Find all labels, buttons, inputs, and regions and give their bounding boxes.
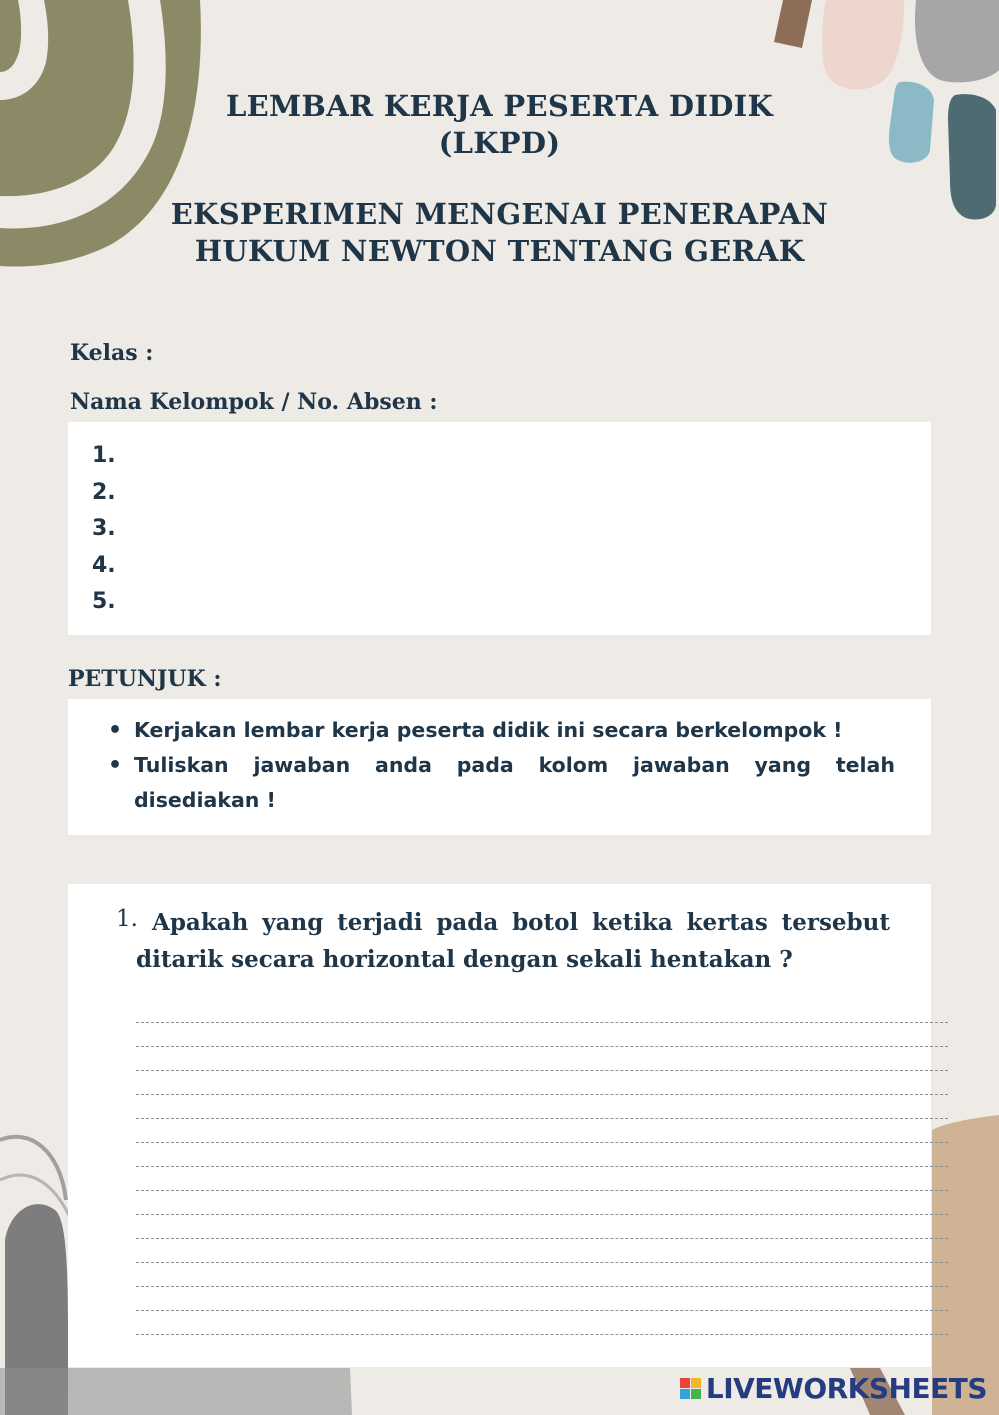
class-label: Kelas : xyxy=(70,340,154,366)
answer-line[interactable] xyxy=(136,1215,948,1239)
instructions-list xyxy=(108,713,895,818)
title-block xyxy=(0,88,999,270)
member-entry[interactable]: 3. xyxy=(92,516,116,541)
answer-line[interactable] xyxy=(136,1023,948,1047)
answer-line[interactable] xyxy=(136,1047,948,1071)
question-panel xyxy=(68,884,931,1367)
answer-area[interactable] xyxy=(136,999,948,1335)
answer-line[interactable] xyxy=(136,1167,948,1191)
page-title: LEMBAR KERJA PESERTA DIDIK xyxy=(225,89,774,123)
liveworksheets-brand[interactable] xyxy=(680,1372,987,1405)
member-entry[interactable]: 4. xyxy=(92,552,116,578)
answer-line[interactable] xyxy=(136,999,948,1023)
answer-line[interactable] xyxy=(136,1239,948,1263)
question-number: 1. xyxy=(116,906,138,932)
members-panel xyxy=(68,422,931,635)
instruction-item: • Kerjakan lembar kerja peserta didik ini secara berkelompok ! xyxy=(108,713,895,748)
subtitle-line-1: EKSPERIMEN MENGENAI PENERAPAN xyxy=(170,197,829,231)
liveworksheets-logo-icon xyxy=(680,1378,702,1400)
answer-line[interactable] xyxy=(136,1191,948,1215)
instructions-heading: PETUNJUK : xyxy=(68,666,222,692)
member-entry[interactable]: 1. xyxy=(92,443,116,468)
answer-line[interactable] xyxy=(136,1071,948,1095)
member-entry[interactable]: 5. xyxy=(92,589,116,614)
answer-line[interactable] xyxy=(136,1095,948,1119)
answer-line[interactable] xyxy=(136,1287,948,1311)
member-entry[interactable]: 2. xyxy=(92,479,116,505)
subtitle-line-2: HUKUM NEWTON TENTANG GERAK xyxy=(194,234,805,268)
members-list xyxy=(92,438,116,621)
answer-line[interactable] xyxy=(136,1119,948,1143)
instruction-item: • Tuliskan jawaban anda pada kolom jawaban yang telah disediakan ! xyxy=(108,748,895,818)
question-text: Apakah yang terjadi pada botol ketika kertas tersebut ditarik secara horizontal dengan sekali hentakan ? xyxy=(136,909,890,973)
page-subtitle xyxy=(0,196,999,270)
group-label: Nama Kelompok / No. Absen : xyxy=(70,389,438,415)
answer-line[interactable] xyxy=(136,1311,948,1335)
answer-line[interactable] xyxy=(136,1263,948,1287)
answer-line[interactable] xyxy=(136,1143,948,1167)
brand-name: LIVEWORKSHEETS xyxy=(705,1372,987,1405)
instructions-panel xyxy=(68,699,931,835)
page-title-abbreviation: (LKPD) xyxy=(438,126,561,160)
